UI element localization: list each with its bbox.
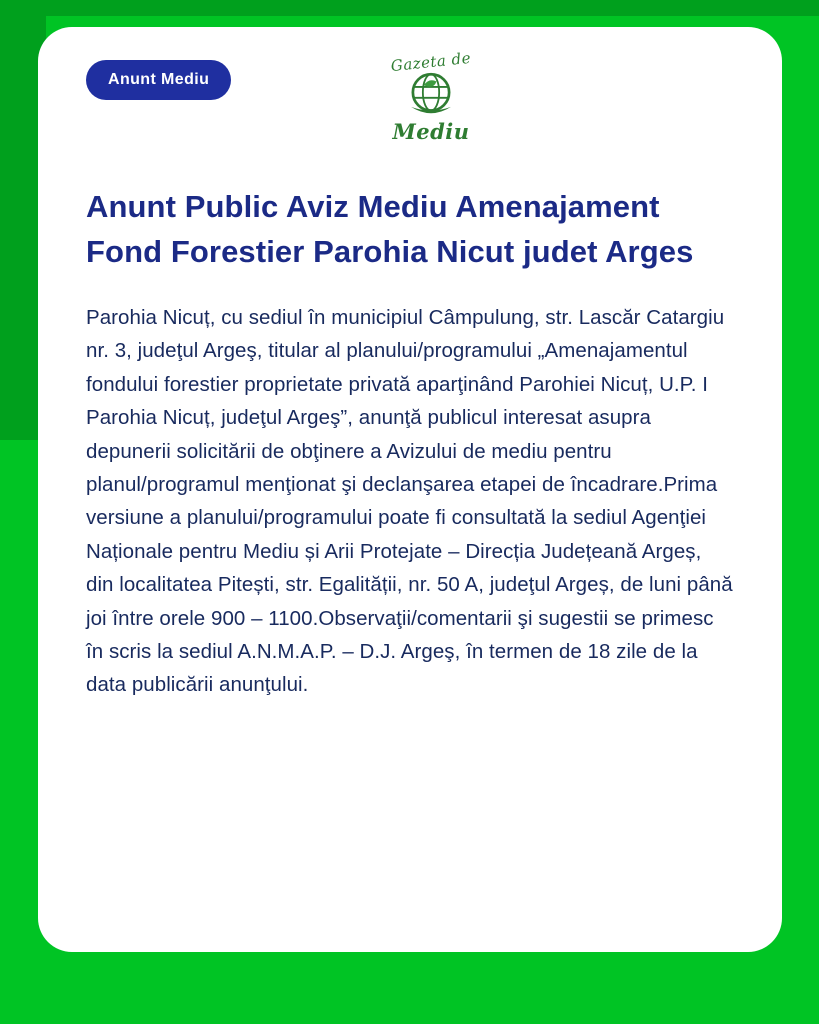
logo-script-text: Gazeta de — [389, 48, 472, 76]
globe-leaf-logo-icon — [402, 67, 460, 125]
card-content — [38, 27, 782, 952]
card-header — [86, 48, 734, 175]
announcement-card — [38, 27, 782, 952]
site-logo — [376, 48, 486, 165]
page-title: Anunt Public Aviz Mediu Amenajament Fond Forestier Parohia Nicut judet Arges — [86, 189, 694, 269]
background-band-top — [0, 0, 819, 16]
article-body: Parohia Nicuț, cu sediul în municipiul Câmpulung, str. Lascăr Catargiu nr. 3, judeţul Argeş, titular al planului/programului „Amenajamentul fondului forestier proprietate privată aparţinând Parohiei Nicuț, U.P. I Parohia Nicuț, judeţul Argeş”, anunţă publicul interesat asupra depunerii solicitării de obţinere a Avizului de mediu pentru planul/programul menţionat şi declanşarea etapei de încadrare.Prima versiune a planului/programului poate fi consultată la sediul Agenţiei Naționale pentru Mediu și Arii Protejate – Direcția Județeană Argeș, din localitatea Pitești, str. Egalității, nr. 50 A, judeţul Argeș, de luni până joi între orele 900 – 1100.Observaţii/comentarii şi sugestii se primesc în scris la sediul A.N.M.A.P. – D.J. Argeş, în termen de 18 zile de la data publicării anunţului. — [86, 305, 739, 697]
category-badge: Anunt Mediu — [86, 60, 231, 100]
logo-wordmark: Mediu — [392, 118, 470, 144]
